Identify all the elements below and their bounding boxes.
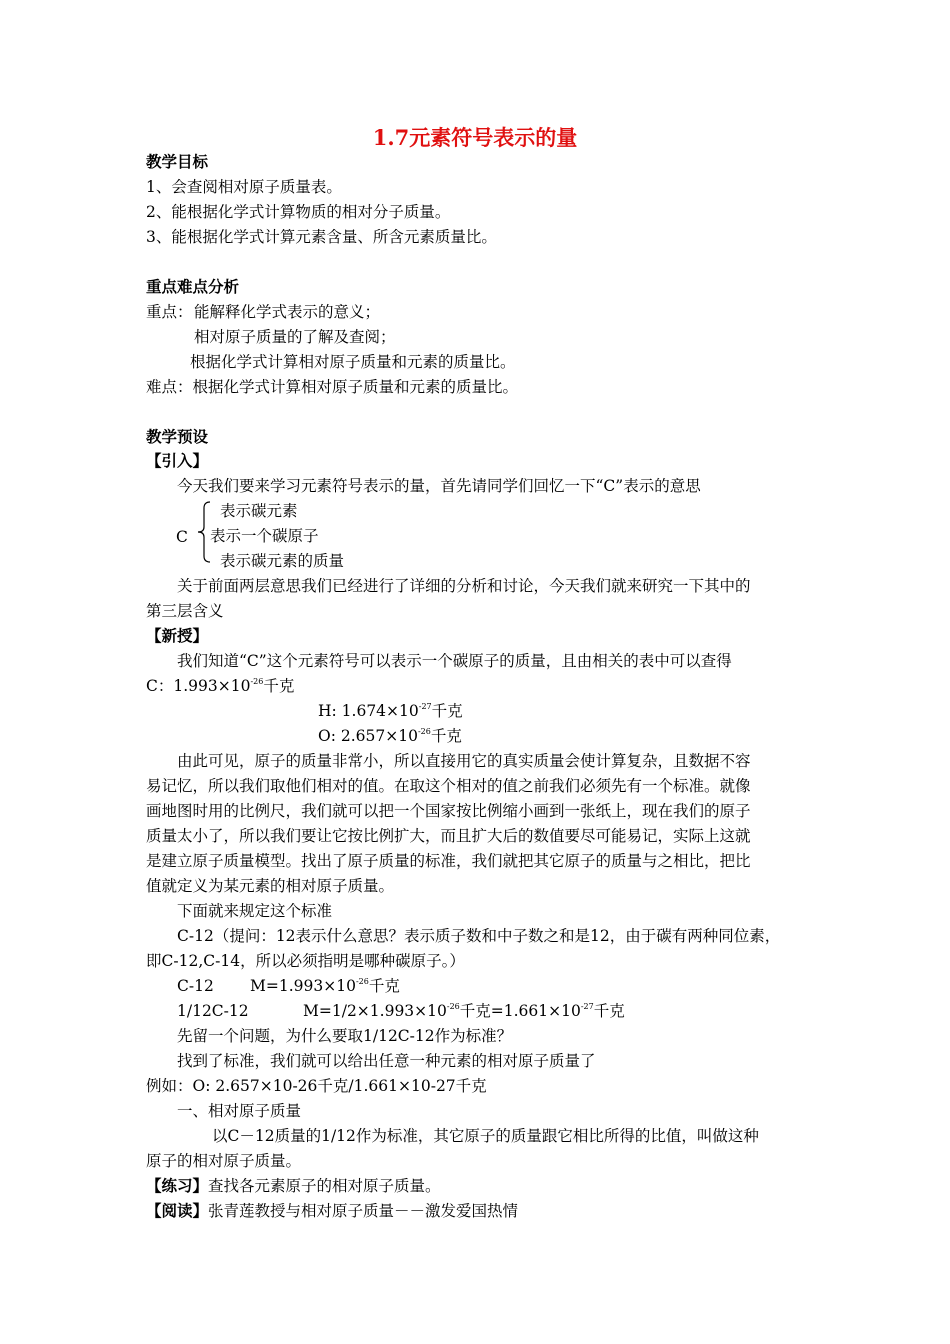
key-item: 能解释化学式表示的意义； xyxy=(194,303,381,321)
goal-item: 3、能根据化学式计算元素含量、所含元素质量比。 xyxy=(146,228,497,246)
mass-o: O: $2.657\times 10^{-26}$千克 xyxy=(318,727,462,745)
mass-h: H: $1.674\times 10^{-27}$千克 xyxy=(318,702,463,720)
paragraph-line: 我们知道“C”这个元素符号可以表示一个碳原子的质量，且由相关的表中可以查得 xyxy=(177,652,732,670)
intro-tag: 【引入】 xyxy=(146,451,209,470)
paragraph-line: 关于前面两层意思我们已经进行了详细的分析和讨论，今天我们就来研究一下其中的 xyxy=(177,577,751,595)
paragraph-line: 质量太小了，所以我们要让它按比例扩大，而且扩大后的数值要尽可能易记，实际上这就 xyxy=(146,827,751,845)
c-meaning: 表示碳元素 xyxy=(220,502,298,520)
definition-line: 原子的相对原子质量。 xyxy=(146,1152,302,1170)
key-label: 重点： xyxy=(146,303,193,321)
section-heading: 一、相对原子质量 xyxy=(177,1102,302,1120)
practice-tag: 【练习】 xyxy=(146,1176,209,1195)
c-meaning: 表示碳元素的质量 xyxy=(220,552,345,570)
paragraph-line: 由此可见，原子的质量非常小，所以直接用它的真实质量会使计算复杂，且数据不容 xyxy=(177,752,751,770)
paragraph-line: 下面就来规定这个标准 xyxy=(177,902,333,920)
keypoints-heading: 重点难点分析 xyxy=(146,277,240,296)
paragraph-line: 即C-12,C-14，所以必须指明是哪种碳原子。） xyxy=(146,952,465,970)
key-item: 根据化学式计算相对原子质量和元素的质量比。 xyxy=(190,353,516,371)
frac-mass: $M=1/2\times 1.993\times 10^{-26}$千克$=1.661\times 10^{-27}$千克 xyxy=(303,1002,625,1020)
goal-item: 1、会查阅相对原子质量表。 xyxy=(146,178,342,196)
frac-name: 1/12C-12 xyxy=(177,1002,249,1020)
c12-name: C-12 xyxy=(177,977,214,995)
definition-line: 以C－12质量的1/12作为标准，其它原子的质量跟它相比所得的比值，叫做这种 xyxy=(212,1127,759,1145)
page-title: 1.7元素符号表示的量 xyxy=(372,125,578,150)
mass-c: C：$1.993\times 10^{-26}$千克 xyxy=(146,677,295,695)
paragraph-line: 画地图时用的比例尺，我们就可以把一个国家按比例缩小画到一张纸上，现在我们的原子 xyxy=(146,802,751,820)
reading-tag: 【阅读】 xyxy=(146,1201,209,1220)
practice-line: 【练习】查找各元素原子的相对原子质量。 xyxy=(146,1176,441,1195)
key-item: 相对原子质量的了解及查阅； xyxy=(194,328,396,346)
example-line: 例如：O: 2.657×10-26千克/1.661×10-27千克 xyxy=(146,1077,487,1095)
difficult-point: 难点：根据化学式计算相对原子质量和元素的质量比。 xyxy=(146,378,519,396)
paragraph-line: C-12（提问：12表示什么意思？表示质子数和中子数之和是12，由于碳有两种同位素， xyxy=(177,927,781,945)
new-tag: 【新授】 xyxy=(146,626,209,645)
paragraph-line: 第三层含义 xyxy=(146,602,224,620)
goals-heading: 教学目标 xyxy=(146,152,209,171)
paragraph-line: 找到了标准，我们就可以给出任意一种元素的相对原子质量了 xyxy=(177,1052,596,1070)
intro-text: 今天我们要来学习元素符号表示的量，首先请同学们回忆一下“C”表示的意思 xyxy=(177,477,701,495)
paragraph-line: 先留一个问题，为什么要取1/12C-12作为标准？ xyxy=(177,1027,513,1045)
c12-mass: $M=1.993\times 10^{-26}$千克 xyxy=(250,977,400,995)
c-symbol: C xyxy=(176,528,188,546)
goal-item: 2、能根据化学式计算物质的相对分子质量。 xyxy=(146,203,451,221)
reading-line: 【阅读】张青莲教授与相对原子质量－－激发爱国热情 xyxy=(146,1201,519,1220)
paragraph-line: 值就定义为某元素的相对原子质量。 xyxy=(146,877,395,895)
paragraph-line: 是建立原子质量模型。找出了原子质量的标准，我们就把其它原子的质量与之相比，把比 xyxy=(146,852,751,870)
c-meaning: 表示一个碳原子 xyxy=(210,527,319,545)
paragraph-line: 易记忆，所以我们取他们相对的值。在取这个相对的值之前我们必须先有一个标准。就像 xyxy=(146,777,751,795)
preset-heading: 教学预设 xyxy=(146,427,209,446)
